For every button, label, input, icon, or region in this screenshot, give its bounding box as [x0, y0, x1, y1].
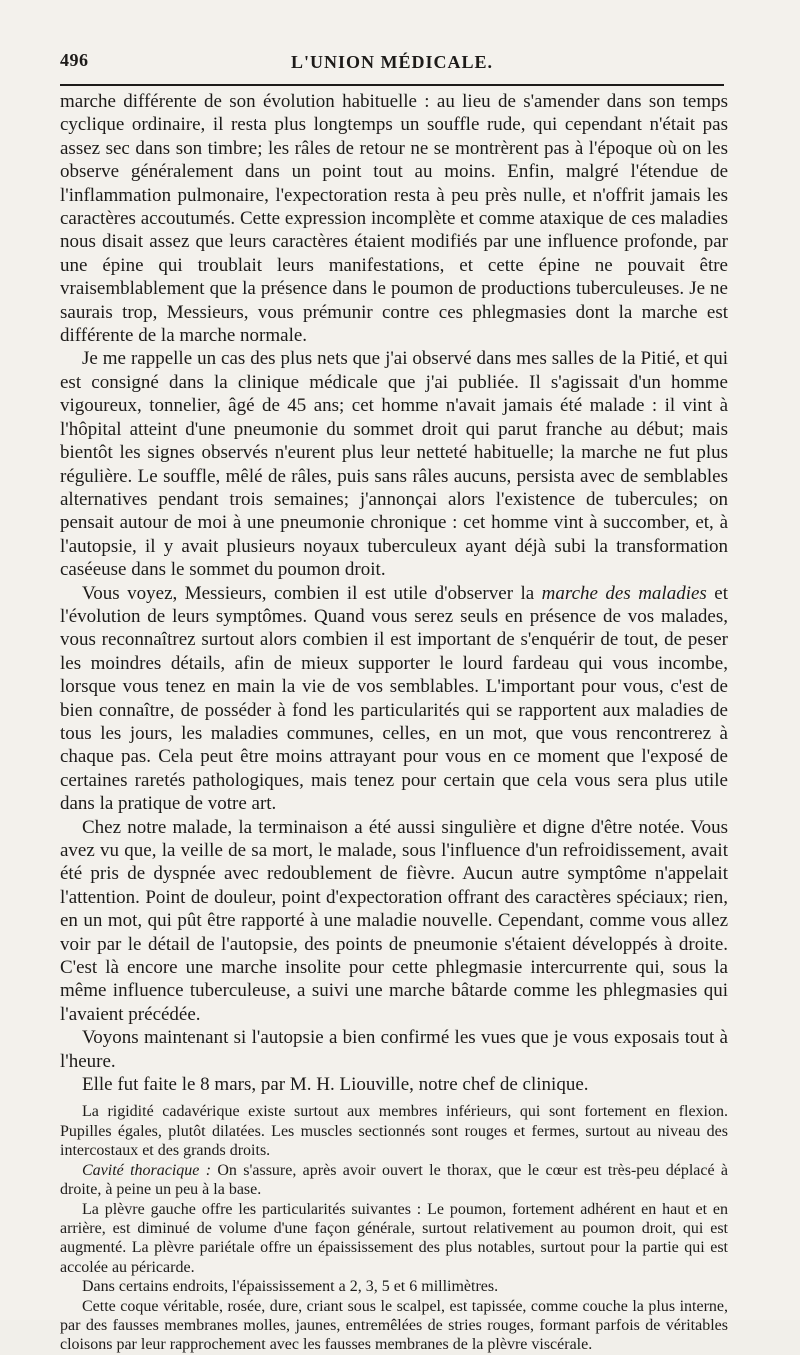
paragraph-2: Je me rappelle un cas des plus nets que j'ai observé dans mes salles de la Pitié, et qui est consigné dans la clinique médicale que j'ai publiée. Il s'agissait d'un homme vigoureux, tonnelier, âgé de 45 ans; cet homme n'avait jamais été malade : il vint à l'hôpital atteint d'une pneumonie du sommet droit qui parut franche au début; mais bientôt les signes observés n'eurent plus leur netteté habituelle; la marche ne fut plus régulière. Le souffle, mêlé de râles, puis sans râles aucuns, persista avec de semblables alternatives pendant trois semaines; j'annonçai alors l'existence de tubercules; on pensait autour de moi à une pneumonie chronique : cet homme vint à succomber, et, à l'autopsie, il y avait plusieurs noyaux tuberculeux ayant déjà subi la transformation caséeuse dans le sommet du poumon droit.	[60, 348, 728, 581]
note-2-heading: Cavité thoracique :	[82, 1161, 212, 1179]
paragraph-1: marche différente de son évolution habituelle : au lieu de s'amender dans son temps cyclique ordinaire, il resta plus longtemps un souffle rude, qui cependant n'était pas assez sec dans son timbre; les râles de retour ne se montrèrent pas à l'époque où on les observe généralement dans un point tout au moins. Enfin, malgré l'étendue de l'inflammation pulmonaire, l'expectoration resta à peu près nulle, et n'offrit jamais les caractères accoutumés. Cette expression incomplète et comme ataxique de ces maladies nous disait assez que leurs caractères étaient modifiés par une influence profonde, par une épine qui troublait leurs manifestations, et cette épine ne pouvait être vraisemblablement que la présence dans le poumon de productions tuberculeuses. Je ne saurais trop, Messieurs, vous prémunir contre ces phlegmasies dont la marche est différente de la marche normale.	[60, 91, 728, 347]
page-header	[60, 46, 724, 86]
autopsy-notes	[60, 1102, 728, 1354]
paragraph-3-before: Vous voyez, Messieurs, combien il est utile d'observer la	[82, 582, 542, 604]
body-text	[60, 90, 728, 1355]
note-4: Dans certains endroits, l'épaississement a 2, 3, 5 et 6 millimètres.	[82, 1278, 499, 1296]
paragraph-3	[60, 582, 728, 816]
journal-title: L'UNION MÉDICALE.	[290, 52, 494, 72]
main-text	[60, 90, 728, 1096]
paragraph-5: Voyons maintenant si l'autopsie a bien confirmé les vues que je vous exposais tout à l'heure.	[60, 1027, 728, 1072]
note-1: La rigidité cadavérique existe surtout aux membres inférieurs, qui sont fortement en flexion. Pupilles égales, plutôt dilatées. Les muscles sectionnés sont rouges et fermes, surtout au niveau des intercostaux et des grands droits.	[60, 1103, 728, 1160]
paragraph-3-emphasis: marche des maladies	[541, 582, 707, 604]
note-5: Cette coque véritable, rosée, dure, criant sous le scalpel, est tapissée, comme couche la plus interne, par des fausses membranes molles, jaunes, entremêlées de stries rouges, formant parfois de véritables cloisons par leur rapprochement avec les fausses membranes de la plèvre viscérale.	[60, 1297, 728, 1354]
note-2	[60, 1161, 728, 1200]
note-3: La plèvre gauche offre les particularités suivantes : Le poumon, fortement adhérent en haut et en arrière, est diminué de volume d'une façon générale, surtout relativement au poumon droit, qui est augmenté. La plèvre pariétale offre un épaississement des plus notables, surtout pour la partie qui est accolée au péricarde.	[60, 1200, 728, 1276]
page-number: 496	[60, 50, 89, 70]
note-2-text: On s'assure, après avoir ouvert le thorax, que le cœur est très-peu déplacé à droite, à peine un peu à la base.	[60, 1161, 729, 1199]
paragraph-6: Elle fut faite le 8 mars, par M. H. Liouville, notre chef de clinique.	[82, 1074, 589, 1096]
paragraph-3-after: et l'évolution de leurs symptômes. Quand vous serez seuls en présence de vos malades, vous reconnaîtrez surtout alors combien il est important de s'enquérir de tout, de peser les moindres détails, afin de mieux supporter le lourd fardeau qui vous incombe, lorsque vous tenez en main la vie de vos semblables. L'important pour vous, c'est de bien connaître, de posséder à fond les particularités qui se rapportent aux maladies de tous les jours, les maladies communes, celles, en un mot, que vous rencontrerez à chaque pas. Cela peut être moins attrayant pour vous en ce moment que l'exposé de certaines raretés pathologiques, mais tenez pour certain que cela vous sera plus utile dans la pratique de votre art.	[60, 582, 728, 815]
paragraph-4: Chez notre malade, la terminaison a été aussi singulière et digne d'être notée. Vous avez vu que, la veille de sa mort, le malade, sous l'influence d'un refroidissement, avait été pris de dyspnée avec redoublement de fièvre. Aucun autre symptôme n'appelait l'attention. Point de douleur, point d'expectoration offrant des caractères spéciaux; rien, en un mot, qui pût être rapporté à une maladie nouvelle. Cependant, comme vous allez voir par le détail de l'autopsie, des points de pneumonie s'étaient développés à droite. C'est là encore une marche insolite pour cette phlegmasie intercurrente qui, sous la même influence tuberculeuse, a suivi une marche bâtarde comme les phlegmasies qui l'avaient précédée.	[60, 816, 728, 1025]
